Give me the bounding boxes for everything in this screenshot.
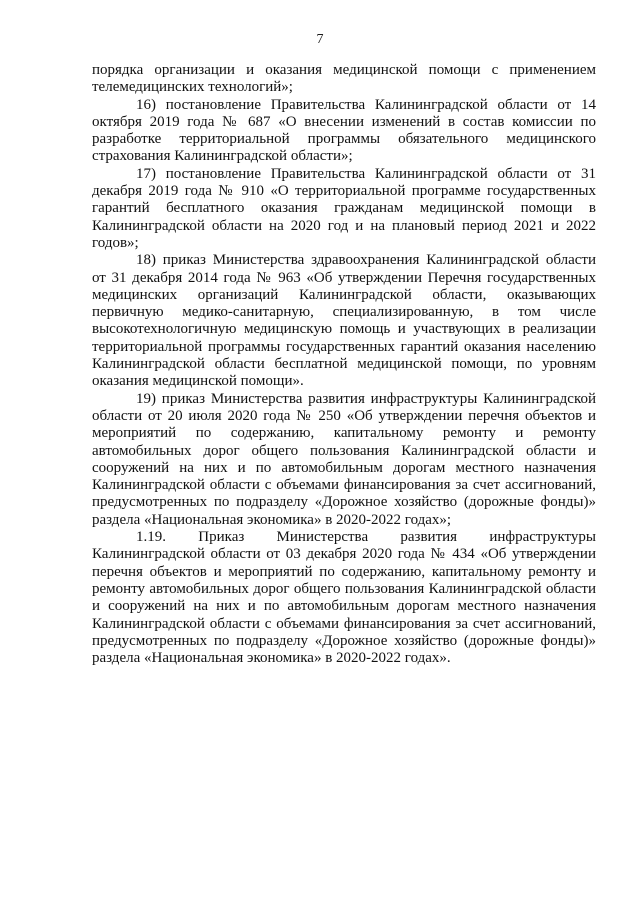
paragraph-item-18: 18) приказ Министерства здравоохранения Калининградской области от 31 декабря 2014 года № 963 «Об утверждении Перечня государственных медицинских организаций Калининградской области, оказывающих первичную медико-санитарную, специализированную, в том числе высокотехнологичную медицинскую помощь и участвующих в реализации территориальной программы государственных гарантий оказания населению Калининградской области бесплатной медицинской помощи, по уровням оказания медицинской помощи». bbox=[92, 252, 596, 390]
paragraph-item-17: 17) постановление Правительства Калининградской области от 31 декабря 2019 года № 910 «О территориальной программе государственных гарантий бесплатного оказания гражданам медицинской помощи в Калининградской области на 2020 год и на плановый период 2021 и 2022 годов»; bbox=[92, 165, 596, 251]
paragraph-item-19: 19) приказ Министерства развития инфраструктуры Калининградской области от 20 июля 2020 года № 250 «Об утверждении перечня объектов и мероприятий по содержанию, капитальному ремонту и ремонту автомобильных дорог общего пользования Калининградской области и сооружений на них и по автомобильным дорогам местного назначения Калининградской области с объемами финансирования за счет ассигнований, предусмотренных по подразделу «Дорожное хозяйство (дорожные фонды)» раздела «Национальная экономика» в 2020-2022 годах»; bbox=[92, 390, 596, 528]
page-number: 7 bbox=[316, 32, 324, 47]
document-body bbox=[92, 62, 596, 667]
paragraph-continuation: порядка организации и оказания медицинской помощи с применением телемедицинских технологий»; bbox=[92, 62, 596, 96]
paragraph-item-16: 16) постановление Правительства Калининградской области от 14 октября 2019 года № 687 «О внесении изменений в состав комиссии по разработке территориальной программы обязательного медицинского страхования Калининградской области»; bbox=[92, 96, 596, 165]
paragraph-item-1-19: 1.19. Приказ Министерства развития инфраструктуры Калининградской области от 03 декабря 2020 года № 434 «Об утверждении перечня объектов и мероприятий по содержанию, капитальному ремонту и ремонту автомобильных дорог общего пользования Калининградской области и сооружений на них и по автомобильным дорогам местного назначения Калининградской области с объемами финансирования за счет ассигнований, предусмотренных по подразделу «Дорожное хозяйство (дорожные фонды)» раздела «Национальная экономика» в 2020-2022 годах». bbox=[92, 529, 596, 667]
